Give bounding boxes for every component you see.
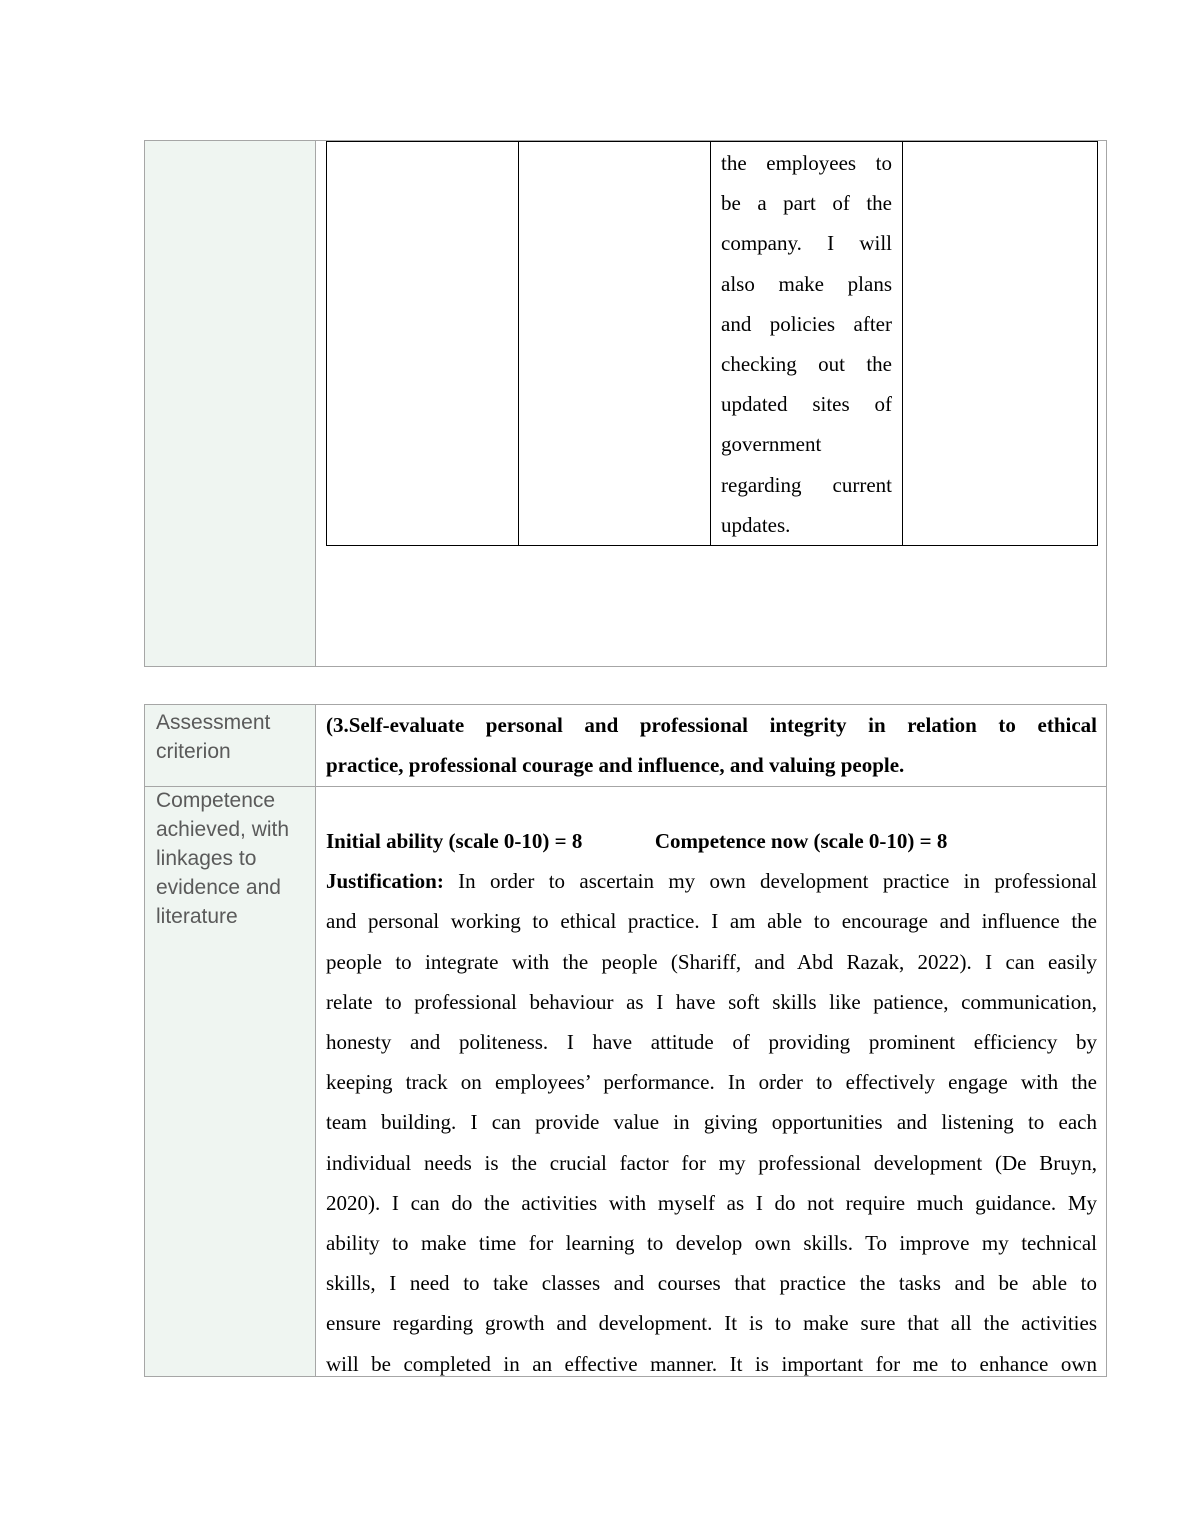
inner-cell-4: [903, 142, 1097, 545]
text-line: the employees to: [721, 151, 892, 175]
continued-table: [144, 140, 1107, 667]
text-line: 2020). I can do the activities with myself as I do not require much guidance. My: [326, 1190, 1097, 1215]
text-line: skills, I need to take classes and courses that practice the tasks and be able to: [326, 1271, 1097, 1296]
text-line: individual needs is the crucial factor for my professional development (De Bruyn,: [326, 1150, 1097, 1175]
text-line: and personal working to ethical practice. I am able to encourage and influence the: [326, 909, 1097, 934]
inner-cell-1: [327, 142, 519, 545]
text-line: updated sites of: [721, 392, 892, 417]
text-line: ability to make time for learning to develop own skills. To improve my technical: [326, 1231, 1097, 1256]
inner-table: [326, 141, 1098, 546]
assessment-criterion-label: Assessment criterion: [156, 711, 271, 763]
text-line: ensure regarding growth and development. It is to make sure that all the activities: [326, 1311, 1097, 1336]
text-line: keeping track on employees’ performance. In order to effectively engage with the: [326, 1070, 1097, 1095]
action-plan-text: [711, 142, 902, 545]
text-line: be a part of the: [721, 191, 892, 216]
inner-cell-3: [711, 142, 903, 545]
justification-first-text: In order to ascertain my own development practice in professional: [443, 869, 1097, 894]
text-line: practice, professional courage and influence, and valuing people.: [326, 753, 905, 778]
text-line: government: [721, 432, 822, 457]
justification-label: Justification:: [326, 869, 444, 894]
text-line: relate to professional behaviour as I have soft skills like patience, communication,: [326, 989, 1097, 1014]
row-divider: [145, 786, 1106, 787]
text-line: (3.Self-evaluate personal and professional integrity in relation to ethical: [326, 713, 1097, 737]
inner-cell-2: [519, 142, 711, 545]
text-line: honesty and politeness. I have attitude of providing prominent efficiency by: [326, 1030, 1097, 1055]
initial-ability: Initial ability (scale 0-10) = 8: [326, 829, 583, 853]
text-line: updates.: [721, 512, 791, 537]
text-line: team building. I can provide value in giving opportunities and listening to each: [326, 1110, 1097, 1135]
competence-now: Competence now (scale 0-10) = 8: [654, 829, 948, 853]
justification-line: [326, 861, 1097, 901]
criterion-text: [326, 705, 1097, 785]
competence-text: [326, 821, 1097, 1384]
competence-label: Competence achieved, with linkages to evidence and literature: [156, 789, 290, 928]
side-column: [145, 705, 316, 1376]
text-line: also make plans: [721, 271, 892, 296]
text-line: regarding current: [721, 472, 892, 497]
text-line: checking out the: [721, 352, 892, 377]
text-line: people to integrate with the people (Shariff, and Abd Razak, 2022). I can easily: [326, 949, 1097, 974]
side-column: [145, 141, 316, 666]
assessment-table: [144, 704, 1107, 1377]
text-line: company. I will: [721, 231, 892, 256]
score-line: [326, 821, 1097, 861]
text-line: and policies after: [721, 311, 892, 336]
text-line: will be completed in an effective manner. It is important for me to enhance own: [326, 1351, 1097, 1376]
